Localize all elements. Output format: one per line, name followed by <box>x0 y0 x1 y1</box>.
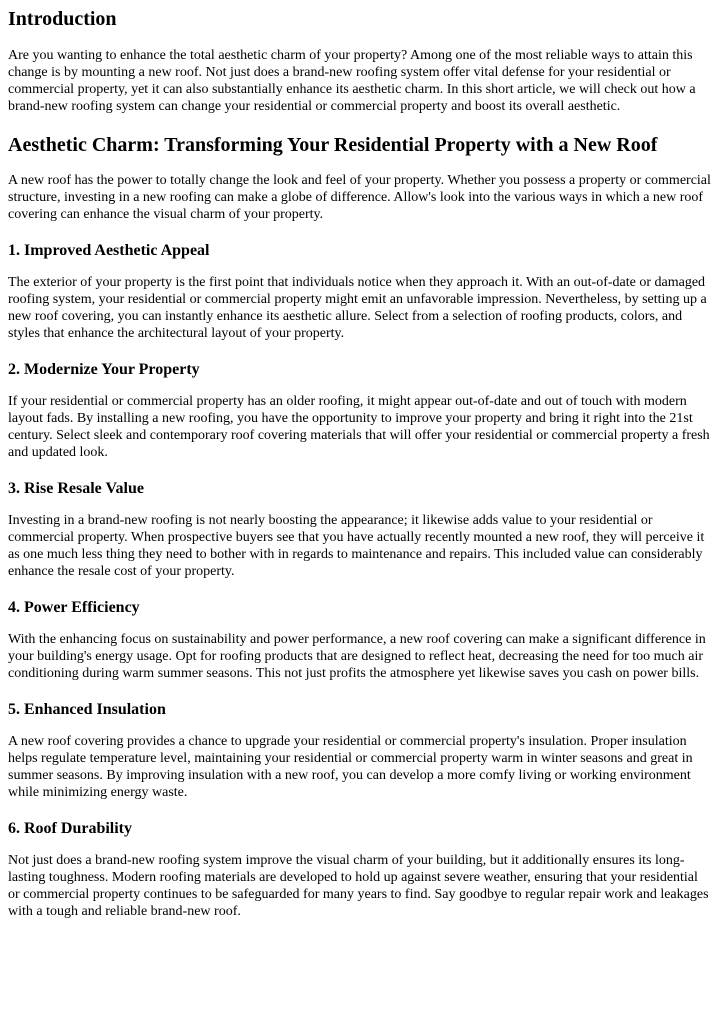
document-page <box>0 8 720 920</box>
intro-heading: Introduction <box>8 8 117 30</box>
section-paragraph: If your residential or commercial property has an older roofing, it might appear out-of-date and out of touch with modern layout fads. By installing a new roofing, you have the opportunity to improve your property and bring it right into the 21st century. Select sleek and contemporary roof covering materials that will offer your residential or commercial property a fresh and updated look. <box>8 394 710 460</box>
section-paragraph: With the enhancing focus on sustainability and power performance, a new roof covering can make a significant difference in your building's energy usage. Opt for roofing products that are designed to reflect heat, decreasing the need for too much air conditioning during warm summer seasons. This not just profits the atmosphere yet likewise saves you cash on power bills. <box>8 632 706 681</box>
main-paragraph: A new roof has the power to totally change the look and feel of your property. Whether you possess a property or commercial structure, investing in a new roofing can make a globe of difference. Allow's look into the various ways in which a new roof covering can enhance the visual charm of your property. <box>8 173 711 222</box>
section-resale-value <box>8 480 712 580</box>
intro-paragraph: Are you wanting to enhance the total aesthetic charm of your property? Among one of the most reliable ways to attain this change is by mounting a new roof. Not just does a brand-new roofing system offer vital defense for your residential or commercial property, yet it can also substantially enhance its aesthetic charm. In this short article, we will check out how a brand-new roofing system can change your residential or commercial property and boost its overall aesthetic. <box>8 48 696 114</box>
section-paragraph: Not just does a brand-new roofing system improve the visual charm of your building, but it additionally ensures its long-lasting toughness. Modern roofing materials are developed to hold up against severe weather, ensuring that your residential or commercial property continues to be safeguarded for many years to find. Say goodbye to regular repair work and leakages with a tough and reliable brand-new roof. <box>8 853 709 919</box>
section-heading: 3. Rise Resale Value <box>8 480 144 497</box>
section-heading: 5. Enhanced Insulation <box>8 701 166 718</box>
section-heading: 1. Improved Aesthetic Appeal <box>8 242 210 259</box>
section-roof-durability <box>8 820 712 920</box>
section-improved-aesthetic-appeal <box>8 242 712 342</box>
section-enhanced-insulation <box>8 701 712 801</box>
section-heading: 6. Roof Durability <box>8 820 132 837</box>
section-power-efficiency <box>8 599 712 682</box>
section-paragraph: A new roof covering provides a chance to upgrade your residential or commercial property's insulation. Proper insulation helps regulate temperature level, maintaining your residential or commercial property warm in winter seasons and great in summer seasons. By improving insulation with a new roof, you can develop a more comfy living or working environment while minimizing energy waste. <box>8 734 693 800</box>
section-paragraph: Investing in a brand-new roofing is not nearly boosting the appearance; it likewise adds value to your residential or commercial property. When prospective buyers see that you have actually recently mounted a new roof, they will perceive it as one much less thing they need to bother with in regards to maintenance and repairs. This included value can considerably enhance the resale cost of your property. <box>8 513 705 579</box>
main-heading: Aesthetic Charm: Transforming Your Residential Property with a New Roof <box>8 134 658 156</box>
section-modernize-property <box>8 361 712 461</box>
section-heading: 2. Modernize Your Property <box>8 361 200 378</box>
section-paragraph: The exterior of your property is the first point that individuals notice when they approach it. With an out-of-date or damaged roofing system, your residential or commercial property might emit an unfavorable impression. Nevertheless, by setting up a new roof covering, you can instantly enhance its aesthetic allure. Select from a selection of roofing products, colors, and styles that enhance the architectural layout of your property. <box>8 275 707 341</box>
section-heading: 4. Power Efficiency <box>8 599 140 616</box>
